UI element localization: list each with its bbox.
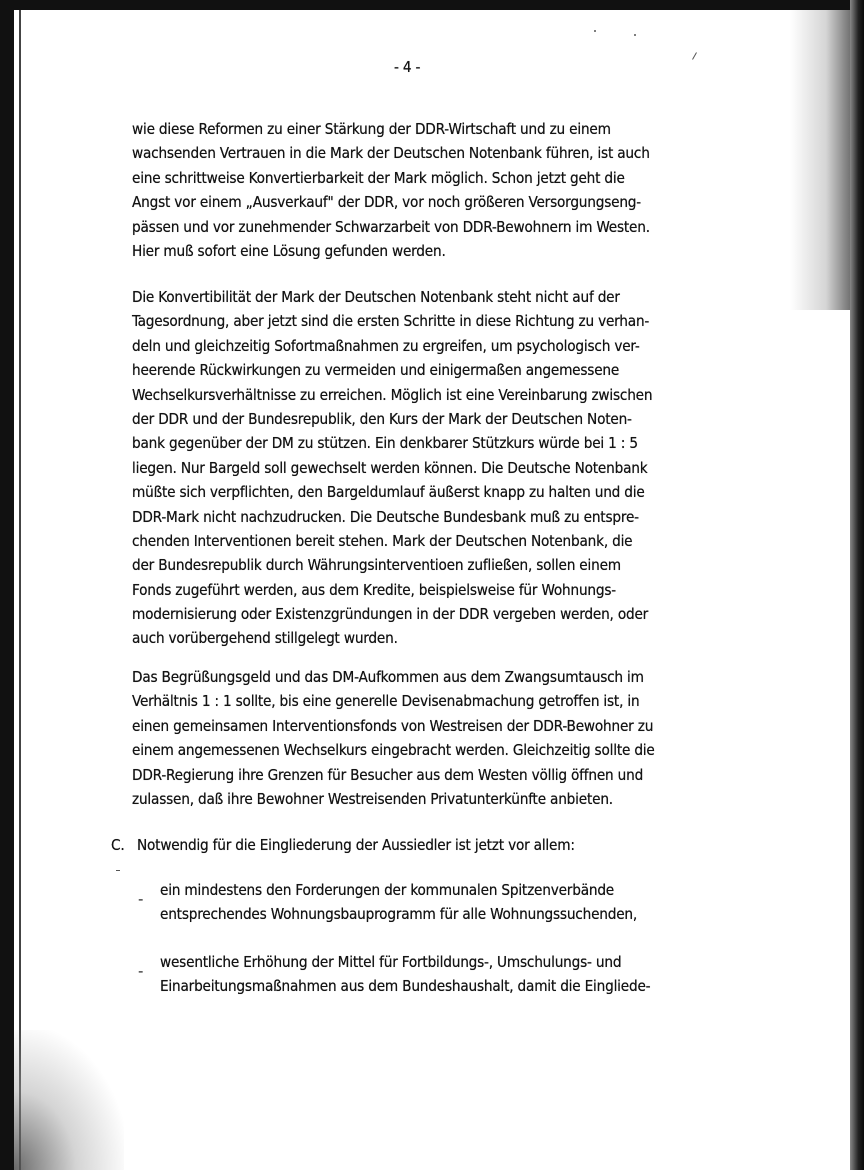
bullet-item-1 xyxy=(160,878,637,927)
bullet-line: Einarbeitungsmaßnahmen aus dem Bundeshaushalt, damit die Eingliede- xyxy=(160,977,651,996)
paragraph-line: einen gemeinsamen Interventionsfonds von Westreisen der DDR-Bewohner zu xyxy=(132,716,654,735)
bullet-dash: - xyxy=(138,962,144,980)
paragraph-line: Verhältnis 1 : 1 sollte, bis eine generelle Devisenabmachung getroffen ist, in xyxy=(132,692,640,711)
paragraph-line: Angst vor einem „Ausverkauf" der DDR, vor noch größeren Versorgungseng- xyxy=(132,193,641,212)
bullet-line: wesentliche Erhöhung der Mittel für Fortbildungs-, Umschulungs- und xyxy=(160,953,622,971)
bullet-line: entsprechendes Wohnungsbauprogramm für alle Wohnungssuchenden, xyxy=(160,905,638,924)
paragraph-line: Das Begrüßungsgeld und das DM-Aufkommen aus dem Zwangsumtausch im xyxy=(132,668,644,686)
bullet-dash: - xyxy=(138,890,144,908)
paragraph-line: liegen. Nur Bargeld soll gewechselt werden können. Die Deutsche Notenbank xyxy=(132,458,648,477)
paragraph-3 xyxy=(132,665,655,811)
scan-speck xyxy=(634,34,636,36)
paragraph-line: wachsenden Vertrauen in die Mark der Deutschen Notenbank führen, ist auch xyxy=(132,144,650,163)
scan-speck xyxy=(692,52,697,59)
scan-border-right xyxy=(850,0,864,1170)
paragraph-line: Die Konvertibilität der Mark der Deutschen Notenbank steht nicht auf der xyxy=(132,288,620,306)
paragraph-line: chenden Interventionen bereit stehen. Mark der Deutschen Notenbank, die xyxy=(132,531,633,550)
bullet-line: ein mindestens den Forderungen der kommunalen Spitzenverbände xyxy=(160,881,615,899)
paragraph-line: auch vorübergehend stillgelegt wurden. xyxy=(132,629,398,648)
section-c-letter: C. xyxy=(111,836,125,854)
scan-speck xyxy=(116,870,120,871)
paragraph-line: heerende Rückwirkungen zu vermeiden und einigermaßen angemessene xyxy=(132,361,620,380)
paragraph-line: DDR-Mark nicht nachzudrucken. Die Deutsche Bundesbank muß zu entspre- xyxy=(132,507,639,526)
scan-shadow-bottom-left xyxy=(14,1030,124,1170)
scan-border-top xyxy=(0,0,864,10)
paragraph-line: Tagesordnung, aber jetzt sind die ersten Schritte in diese Richtung zu verhan- xyxy=(132,312,650,331)
section-c-heading: Notwendig für die Eingliederung der Aussiedler ist jetzt vor allem: xyxy=(137,836,575,854)
scan-speck xyxy=(594,30,596,32)
bullet-item-2 xyxy=(160,950,650,999)
paragraph-line: modernisierung oder Existenzgründungen in der DDR vergeben werden, oder xyxy=(132,605,649,624)
paragraph-line: pässen und vor zunehmender Schwarzarbeit von DDR-Bewohnern im Westen. xyxy=(132,217,650,236)
scan-border-left xyxy=(0,0,14,1170)
page-edge-line xyxy=(19,10,21,1170)
paragraph-line: bank gegenüber der DM zu stützen. Ein denkbarer Stützkurs würde bei 1 : 5 xyxy=(132,434,638,453)
paragraph-line: eine schrittweise Konvertierbarkeit der Mark möglich. Schon jetzt geht die xyxy=(132,168,625,187)
paragraph-line: deln und gleichzeitig Sofortmaßnahmen zu ergreifen, um psychologisch ver- xyxy=(132,336,640,355)
paragraph-line: Wechselkursverhältnisse zu erreichen. Möglich ist eine Vereinbarung zwischen xyxy=(132,385,653,404)
paragraph-line: der DDR und der Bundesrepublik, den Kurs der Mark der Deutschen Noten- xyxy=(132,409,632,428)
paragraph-line: Hier muß sofort eine Lösung gefunden werden. xyxy=(132,241,446,260)
paragraph-line: wie diese Reformen zu einer Stärkung der DDR-Wirtschaft und zu einem xyxy=(132,120,611,138)
paragraph-line: zulassen, daß ihre Bewohner Westreisenden Privatunterkünfte anbieten. xyxy=(132,789,613,808)
paragraph-line: müßte sich verpflichten, den Bargeldumlauf äußerst knapp zu halten und die xyxy=(132,483,645,502)
paragraph-1 xyxy=(132,117,650,263)
paragraph-2 xyxy=(132,285,652,651)
paragraph-line: der Bundesrepublik durch Währungsinterventioen zufließen, sollen einem xyxy=(132,556,621,575)
paragraph-line: DDR-Regierung ihre Grenzen für Besucher aus dem Westen völlig öffnen und xyxy=(132,765,644,784)
scan-shadow-top-right xyxy=(790,10,850,310)
page-number: - 4 - xyxy=(394,58,421,76)
paragraph-line: Fonds zugeführt werden, aus dem Kredite, beispielsweise für Wohnungs- xyxy=(132,580,616,599)
document-page xyxy=(14,10,850,1170)
paragraph-line: einem angemessenen Wechselkurs eingebracht werden. Gleichzeitig sollte die xyxy=(132,741,655,760)
